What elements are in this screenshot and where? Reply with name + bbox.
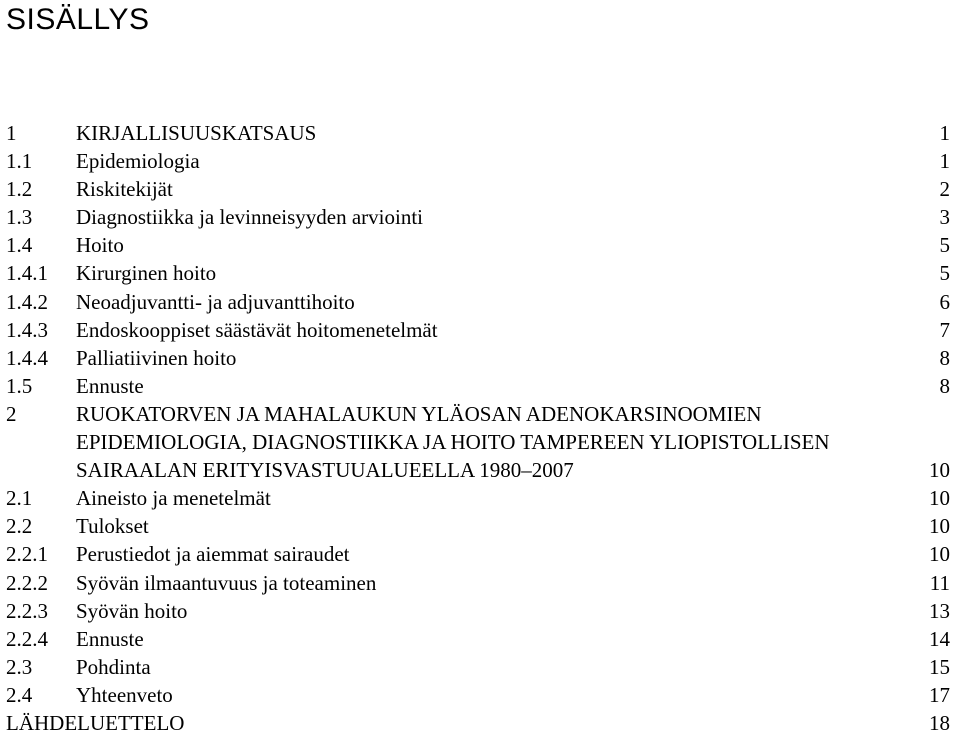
- toc-entry-page: 10: [929, 458, 950, 483]
- toc-entry-2-2-2[interactable]: [0, 569, 960, 597]
- toc-entry-number: 1.3: [6, 205, 33, 230]
- toc-entry-number: 1.2: [6, 177, 33, 202]
- toc-entry-page: 14: [929, 626, 950, 651]
- toc-entry-title: Aineisto ja menetelmät: [76, 486, 271, 511]
- toc-entry-2-2-3[interactable]: [0, 597, 960, 625]
- toc-entry-1-4-2[interactable]: [0, 288, 960, 316]
- toc-entry-1-1[interactable]: [0, 147, 960, 175]
- toc-entry-title: Syövän ilmaantuvuus ja toteaminen: [76, 570, 377, 595]
- toc-entry-page: 1: [939, 149, 950, 174]
- toc-entry-title: Tulokset: [76, 514, 149, 539]
- toc-entry-title: KIRJALLISUUSKATSAUS: [76, 121, 317, 145]
- toc-entry-title: Yhteenveto: [76, 682, 173, 707]
- toc-entry-page: 6: [939, 289, 950, 314]
- toc-entry-page: 5: [939, 261, 950, 286]
- toc-entry-number: 2.2.4: [6, 626, 48, 651]
- toc-entry-1-4[interactable]: [0, 231, 960, 259]
- toc-entry-title: Syövän hoito: [76, 598, 188, 623]
- toc-entry-number: 1.4: [6, 233, 33, 258]
- toc-entry-page: 7: [939, 317, 950, 342]
- page-title: SISÄLLYS: [6, 3, 150, 36]
- toc-entry-title-line-2: EPIDEMIOLOGIA, DIAGNOSTIIKKA JA HOITO TAMPEREEN YLIOPISTOLLISEN: [76, 430, 830, 455]
- toc-entry-title: Riskitekijät: [76, 177, 173, 202]
- toc-entry-number: 2.2.3: [6, 598, 48, 623]
- toc-entry-number: 1.4.4: [6, 345, 48, 370]
- toc-entry-page: 10: [929, 486, 950, 511]
- toc-entry-number: 2: [6, 401, 17, 426]
- toc-entry-title: Kirurginen hoito: [76, 261, 217, 286]
- toc-entry-2-2-4[interactable]: [0, 625, 960, 653]
- toc-entry-title: Ennuste: [76, 626, 144, 651]
- toc-entry-title-line-3: SAIRAALAN ERITYISVASTUUALUEELLA 1980–2007: [76, 458, 574, 483]
- toc-entry-1[interactable]: [0, 119, 960, 147]
- toc-entry-2-3[interactable]: [0, 653, 960, 681]
- toc-entry-references[interactable]: [0, 709, 960, 737]
- toc-entry-1-3[interactable]: [0, 203, 960, 231]
- toc-entry-number: 1.4.3: [6, 317, 48, 342]
- toc-entry-title: Epidemiologia: [76, 149, 200, 174]
- toc-entry-number: 1.5: [6, 373, 33, 398]
- toc-entry-page: 17: [929, 682, 950, 707]
- toc-entry-page: 1: [939, 121, 950, 145]
- toc-entry-title: Hoito: [76, 233, 124, 258]
- toc-entry-page: 13: [929, 598, 950, 623]
- toc-entry-title: [76, 400, 936, 484]
- toc-entry-number: 2.2.2: [6, 570, 48, 595]
- toc-entry-2[interactable]: [0, 400, 960, 484]
- toc-entry-1-4-3[interactable]: [0, 316, 960, 344]
- toc-entry-number: 1: [6, 121, 17, 145]
- toc-entry-title: LÄHDELUETTELO: [6, 710, 185, 735]
- toc-entry-1-4-1[interactable]: [0, 259, 960, 287]
- toc-entry-number: 1.4.1: [6, 261, 48, 286]
- toc-entry-number: 2.3: [6, 654, 33, 679]
- toc-entry-title: Endoskooppiset säästävät hoitomenetelmät: [76, 317, 438, 342]
- toc-entry-number: 2.2: [6, 514, 33, 539]
- toc-entry-page: 10: [929, 514, 950, 539]
- toc-entry-page: 11: [929, 570, 950, 595]
- toc-entry-title: Diagnostiikka ja levinneisyyden arviointi: [76, 205, 424, 230]
- toc-entry-page: 15: [929, 654, 950, 679]
- toc-entry-number: 2.2.1: [6, 542, 48, 567]
- toc-entry-1-5[interactable]: [0, 372, 960, 400]
- toc-entry-title: Ennuste: [76, 373, 144, 398]
- toc-entry-2-2[interactable]: [0, 512, 960, 540]
- toc-entry-1-4-4[interactable]: [0, 344, 960, 372]
- toc-entry-page: 3: [939, 205, 950, 230]
- toc-entry-number: 2.1: [6, 486, 33, 511]
- toc-entry-number: 2.4: [6, 682, 33, 707]
- toc-entry-title: Pohdinta: [76, 654, 151, 679]
- toc-list: [0, 119, 960, 737]
- toc-entry-1-2[interactable]: [0, 175, 960, 203]
- toc-entry-page: 8: [939, 373, 950, 398]
- toc-entry-page: 10: [929, 542, 950, 567]
- toc-entry-page: 18: [929, 710, 950, 735]
- toc-entry-page: 8: [939, 345, 950, 370]
- toc-entry-number: 1.1: [6, 149, 33, 174]
- toc-entry-page: 5: [939, 233, 950, 258]
- toc-entry-2-1[interactable]: [0, 484, 960, 512]
- toc-entry-2-2-1[interactable]: [0, 540, 960, 568]
- toc-entry-title: Perustiedot ja aiemmat sairaudet: [76, 542, 350, 567]
- toc-entry-title: Neoadjuvantti- ja adjuvanttihoito: [76, 289, 355, 314]
- toc-entry-title: Palliatiivinen hoito: [76, 345, 237, 370]
- toc-entry-2-4[interactable]: [0, 681, 960, 709]
- toc-entry-title-line-1: RUOKATORVEN JA MAHALAUKUN YLÄOSAN ADENOKARSINOOMIEN: [76, 401, 762, 426]
- toc-entry-number: 1.4.2: [6, 289, 48, 314]
- toc-entry-page: 2: [939, 177, 950, 202]
